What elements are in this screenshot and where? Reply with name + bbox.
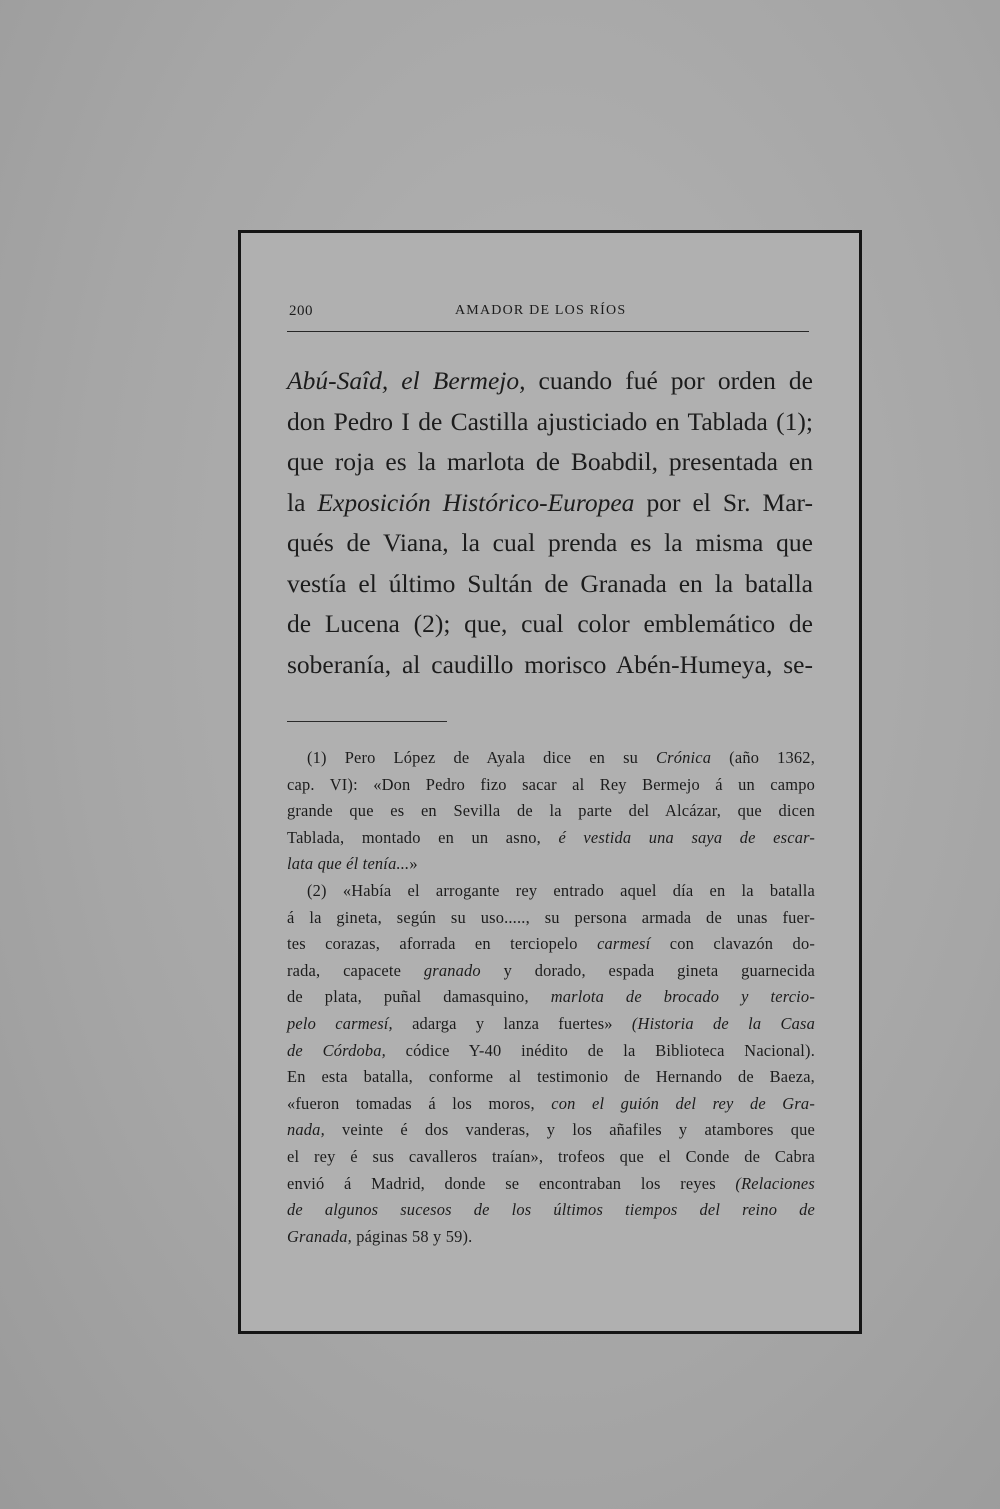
header-rule: [287, 331, 809, 332]
footnote-line: [287, 851, 815, 878]
footnote-segment: el rey é sus cavalleros traían», trofeos que el Conde de Cabra: [287, 1146, 815, 1166]
main-text: [287, 361, 813, 685]
footnote-segment: En esta batalla, conforme al testimonio de Hernando de Baeza,: [287, 1067, 815, 1087]
footnote-line: [287, 905, 815, 932]
main-text-line: [287, 402, 813, 443]
main-text-segment: la: [287, 487, 318, 517]
footnote-segment: »: [409, 854, 418, 874]
footnote-line: [287, 1144, 815, 1171]
footnote-segment: á la gineta, según su uso....., su persona armada de unas fuer-: [287, 907, 815, 927]
footnote-italic: de algunos sucesos de los últimos tiempos del reino de: [287, 1200, 815, 1220]
main-text-segment: por el Sr. Mar-: [634, 487, 813, 517]
footnote-segment: (año 1362,: [711, 748, 815, 767]
footnote-italic: Granada,: [287, 1226, 352, 1246]
footnote-segment: adarga y lanza fuertes»: [392, 1013, 632, 1033]
footnote-italic: Crónica: [656, 748, 712, 767]
footnote-line: [287, 825, 815, 852]
footnote-line: [287, 1091, 815, 1118]
running-head: AMADOR DE LOS RÍOS: [455, 303, 627, 318]
footnote-segment: Tablada, montado en un asno,: [287, 827, 559, 847]
footnote-line: [287, 1038, 815, 1065]
main-text-line: [287, 645, 813, 686]
page-frame: [238, 230, 862, 1334]
footnote-segment: veinte é dos vanderas, y los añafiles y atambores que: [324, 1120, 815, 1140]
footnote-italic: pelo carmesí,: [287, 1013, 393, 1033]
footnote-line: [287, 798, 815, 825]
footnote-line: [287, 1011, 815, 1038]
main-text-segment: vestía el último Sultán de Granada en la batalla: [287, 568, 813, 598]
footnote-italic: de Córdoba,: [287, 1040, 386, 1060]
footnote-italic: granado: [423, 960, 481, 980]
footnote-segment: cap. VI): «Don Pedro fizo sacar al Rey Bermejo á un campo: [287, 774, 815, 794]
footnote-line: [287, 984, 815, 1011]
footnote-line: [287, 1117, 815, 1144]
footnote-segment: y dorado, espada gineta guarnecida: [480, 960, 815, 980]
footnote-italic: carmesí: [597, 934, 651, 954]
footnotes: [287, 745, 815, 1250]
footnote-segment: «fueron tomadas á los moros,: [287, 1093, 552, 1113]
footnote-segment: envió á Madrid, donde se encontraban los reyes: [287, 1173, 736, 1193]
footnote-italic: lata que él tenía...: [287, 854, 410, 874]
main-text-segment: qués de Viana, la cual prenda es la misma que: [287, 528, 813, 557]
main-text-line: [287, 564, 813, 605]
footnote-italic: (Historia de la Casa: [631, 1013, 815, 1033]
footnote-segment: códice Y-40 inédito de la Biblioteca Nacional).: [385, 1040, 815, 1060]
main-text-italic: Exposición Histórico-Europea: [317, 487, 635, 517]
main-text-segment: soberanía, al caudillo morisco Abén-Humeya, se-: [287, 649, 813, 679]
main-text-segment: cuando fué por orden de: [525, 366, 813, 395]
main-text-segment: que roja es la marlota de Boabdil, presentada en: [287, 447, 813, 476]
footnote-segment: grande que es en Sevilla de la parte del Alcázar, que dicen: [287, 801, 815, 821]
footnote-line: [287, 745, 815, 772]
main-text-line: [287, 523, 813, 564]
footnote-line: [287, 931, 815, 958]
footnote-segment: tes corazas, aforrada en terciopelo: [287, 934, 598, 954]
footnote-italic: (Relaciones: [735, 1173, 815, 1193]
footnote-italic: con el guión del rey de Gra-: [551, 1093, 815, 1113]
footnote-rule: [287, 721, 447, 722]
footnote-segment: de plata, puñal damasquino,: [287, 987, 551, 1007]
footnote-line: [287, 1064, 815, 1091]
footnote-segment: con clavazón do-: [650, 934, 816, 954]
page-header: [287, 301, 811, 323]
footnote-line: [287, 1171, 815, 1198]
footnote-segment: rada, capacete: [287, 960, 424, 980]
footnote-segment: (2) «Había el arrogante rey entrado aquel día en la batalla: [307, 880, 815, 900]
footnote-line: [287, 1197, 815, 1224]
main-text-line: [287, 361, 813, 402]
footnote-line: [287, 878, 815, 905]
main-text-line: [287, 442, 813, 483]
footnote-line: [287, 1224, 815, 1251]
footnote-segment: páginas 58 y 59).: [351, 1226, 473, 1246]
footnote-segment: (1) Pero López de Ayala dice en su: [307, 748, 657, 767]
page-number: 200: [289, 303, 313, 319]
footnote-italic: nada,: [287, 1120, 325, 1140]
footnote-line: [287, 772, 815, 799]
main-text-italic: Abú-Saîd, el Bermejo,: [287, 366, 526, 395]
footnote-italic: marlota de brocado y tercio-: [550, 987, 815, 1007]
main-text-line: [287, 604, 813, 645]
main-text-segment: de Lucena (2); que, cual color emblemático de: [287, 609, 813, 638]
main-text-segment: don Pedro I de Castilla ajusticiado en Tablada (1);: [287, 406, 813, 436]
main-text-line: [287, 483, 813, 524]
footnote-line: [287, 958, 815, 985]
footnote-italic: é vestida una saya de escar-: [558, 827, 815, 847]
